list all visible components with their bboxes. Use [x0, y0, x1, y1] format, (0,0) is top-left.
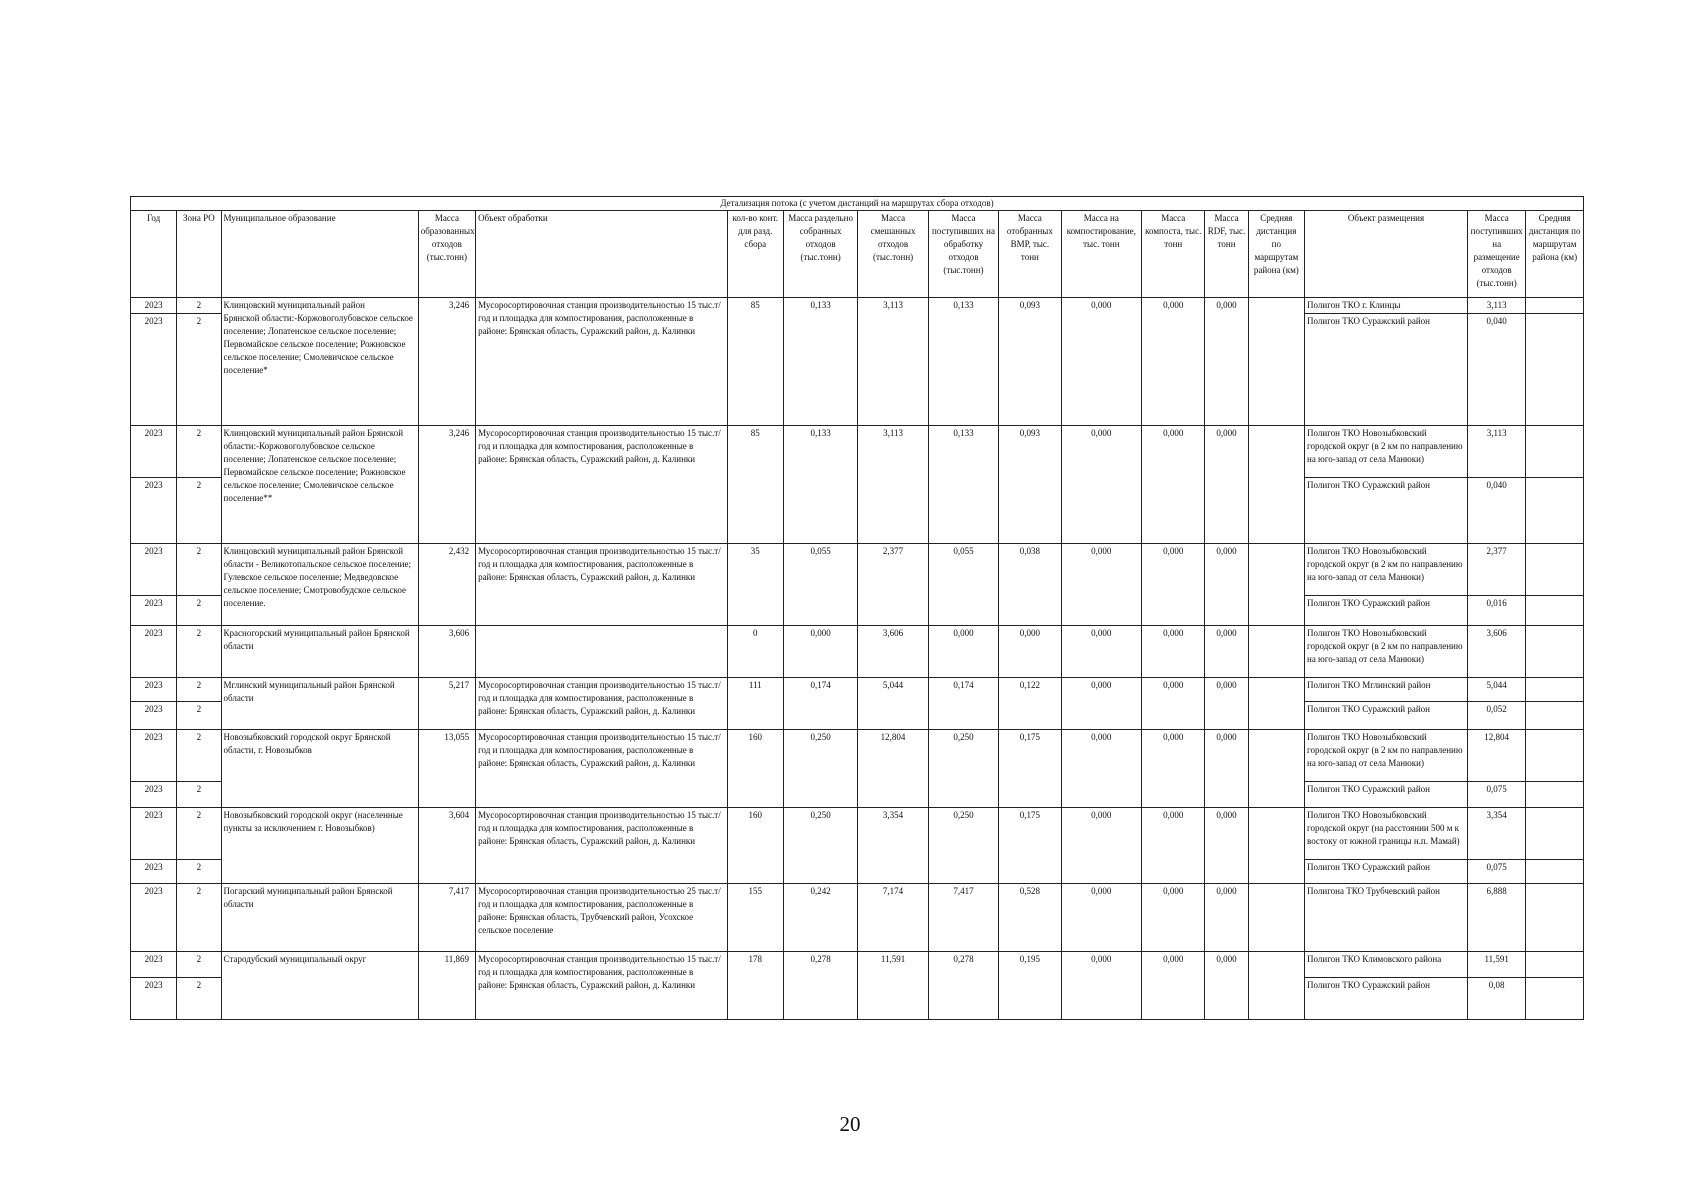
cell-year: 2023 [131, 808, 177, 860]
header-year: Год [131, 211, 177, 298]
cell-containers: 160 [727, 808, 783, 884]
cell-mass-to-placement: 3,113 [1467, 426, 1525, 478]
cell-mass-compost: 0,000 [1142, 678, 1205, 730]
cell-zone: 2 [177, 544, 221, 596]
cell-avg-distance-routes [1248, 298, 1304, 426]
cell-mass-vmr: 0,528 [999, 884, 1061, 952]
cell-mass-to-processing: 0,133 [928, 298, 998, 426]
cell-avg-distance-district [1526, 978, 1584, 1020]
cell-municipality: Клинцовский муниципальный район Брянской области - Великотопальское сельское поселение; Гулевское сельское поселение; Медведовское сельское поселение; Смотровобудское сельское поселение. [221, 544, 418, 626]
table-row [131, 626, 1584, 678]
cell-mass-rdf: 0,000 [1205, 426, 1248, 544]
cell-mass-mixed: 3,113 [858, 426, 928, 544]
cell-mass-to-processing: 7,417 [928, 884, 998, 952]
cell-avg-distance-routes [1248, 544, 1304, 626]
cell-mass-compost: 0,000 [1142, 544, 1205, 626]
cell-municipality: Новозыбковский городской округ (населенные пункты за исключением г. Новозыбков) [221, 808, 418, 884]
page-number: 20 [839, 1112, 861, 1136]
table-row [131, 544, 1584, 596]
cell-mass-separate: 0,174 [783, 678, 857, 730]
cell-mass-rdf: 0,000 [1205, 626, 1248, 678]
cell-avg-distance-district [1526, 478, 1584, 544]
cell-zone: 2 [177, 782, 221, 808]
table-row [131, 426, 1584, 478]
cell-mass-composting: 0,000 [1061, 626, 1141, 678]
cell-mass-to-placement: 3,354 [1467, 808, 1525, 860]
cell-mass-formed: 7,417 [418, 884, 475, 952]
cell-mass-to-processing: 0,000 [928, 626, 998, 678]
cell-zone: 2 [177, 626, 221, 678]
table-row [131, 730, 1584, 782]
cell-mass-rdf: 0,000 [1205, 730, 1248, 808]
table-row [131, 808, 1584, 860]
cell-avg-distance-routes [1248, 426, 1304, 544]
cell-municipality: Клинцовский муниципальный район Брянской области:-Коржовоголубовское сельское поселение; Лопатенское сельское поселение; Первомайское сельское поселение; Рожновское сельское поселение; Смолевичское сельское поселение** [221, 426, 418, 544]
table-row [131, 884, 1584, 952]
cell-mass-separate: 0,133 [783, 426, 857, 544]
cell-mass-separate: 0,278 [783, 952, 857, 1020]
cell-mass-vmr: 0,000 [999, 626, 1061, 678]
cell-avg-distance-district [1526, 808, 1584, 860]
cell-year: 2023 [131, 298, 177, 314]
cell-zone: 2 [177, 952, 221, 978]
header-mass-mixed: Масса смешанных отходов (тыс.тонн) [858, 211, 928, 298]
cell-mass-compost: 0,000 [1142, 808, 1205, 884]
cell-mass-compost: 0,000 [1142, 426, 1205, 544]
cell-avg-distance-routes [1248, 952, 1304, 1020]
cell-mass-composting: 0,000 [1061, 952, 1141, 1020]
cell-mass-to-placement: 0,040 [1467, 478, 1525, 544]
cell-mass-formed: 3,606 [418, 626, 475, 678]
cell-zone: 2 [177, 596, 221, 626]
cell-year: 2023 [131, 426, 177, 478]
cell-processing-object: Мусоросортировочная станция производительностью 15 тыс.т/год и площадка для компостирования, расположенные в районе: Брянская область, Суражский район, д. Калинки [476, 730, 728, 808]
cell-year: 2023 [131, 978, 177, 1020]
header-mass-formed: Масса образованных отходов (тыс.тонн) [418, 211, 475, 298]
table-row [131, 298, 1584, 314]
cell-placement-object: Полигон ТКО Суражский район [1305, 478, 1468, 544]
cell-mass-mixed: 12,804 [858, 730, 928, 808]
cell-containers: 0 [727, 626, 783, 678]
cell-mass-mixed: 3,354 [858, 808, 928, 884]
cell-zone: 2 [177, 478, 221, 544]
cell-placement-object: Полигон ТКО Суражский район [1305, 782, 1468, 808]
cell-placement-object: Полигон ТКО Суражский район [1305, 860, 1468, 884]
cell-mass-compost: 0,000 [1142, 730, 1205, 808]
cell-mass-compost: 0,000 [1142, 884, 1205, 952]
cell-mass-formed: 3,246 [418, 426, 475, 544]
cell-mass-to-placement: 11,591 [1467, 952, 1525, 978]
cell-mass-vmr: 0,093 [999, 298, 1061, 426]
cell-placement-object: Полигон ТКО Новозыбковский городской округ (в 2 км по направлению на юго-запад от села Манюки) [1305, 730, 1468, 782]
header-mass-rdf: Масса RDF, тыс. тонн [1205, 211, 1248, 298]
cell-placement-object: Полигон ТКО Суражский район [1305, 978, 1468, 1020]
cell-mass-to-placement: 12,804 [1467, 730, 1525, 782]
cell-zone: 2 [177, 860, 221, 884]
cell-mass-composting: 0,000 [1061, 544, 1141, 626]
cell-year: 2023 [131, 860, 177, 884]
cell-processing-object: Мусоросортировочная станция производительностью 15 тыс.т/год и площадка для компостирования, расположенные в районе: Брянская область, Суражский район, д. Калинки [476, 298, 728, 426]
cell-placement-object: Полигон ТКО Новозыбковский городской округ (в 2 км по направлению на юго-запад от села Манюки) [1305, 626, 1468, 678]
cell-mass-to-placement: 0,075 [1467, 782, 1525, 808]
cell-mass-composting: 0,000 [1061, 678, 1141, 730]
cell-processing-object [476, 626, 728, 678]
cell-mass-to-placement: 5,044 [1467, 678, 1525, 702]
cell-mass-to-placement: 3,606 [1467, 626, 1525, 678]
cell-mass-formed: 13,055 [418, 730, 475, 808]
cell-mass-mixed: 5,044 [858, 678, 928, 730]
cell-placement-object: Полигон ТКО Суражский район [1305, 596, 1468, 626]
cell-mass-composting: 0,000 [1061, 884, 1141, 952]
cell-mass-mixed: 11,591 [858, 952, 928, 1020]
cell-mass-formed: 3,604 [418, 808, 475, 884]
cell-containers: 35 [727, 544, 783, 626]
header-row [131, 211, 1584, 298]
cell-mass-separate: 0,055 [783, 544, 857, 626]
cell-year: 2023 [131, 478, 177, 544]
header-mass-to-placement: Масса поступивших на размещение отходов (тыс.тонн) [1467, 211, 1525, 298]
cell-year: 2023 [131, 596, 177, 626]
table-body [131, 298, 1584, 1020]
cell-mass-composting: 0,000 [1061, 808, 1141, 884]
cell-mass-mixed: 7,174 [858, 884, 928, 952]
header-mass-composting: Масса на компостирование, тыс. тонн [1061, 211, 1141, 298]
cell-containers: 178 [727, 952, 783, 1020]
cell-placement-object: Полигон ТКО Суражский район [1305, 702, 1468, 730]
cell-avg-distance-routes [1248, 678, 1304, 730]
cell-municipality: Новозыбковский городской округ Брянской области, г. Новозыбков [221, 730, 418, 808]
cell-processing-object: Мусоросортировочная станция производительностью 15 тыс.т/год и площадка для компостирования, расположенные в районе: Брянская область, Суражский район, д. Калинки [476, 808, 728, 884]
cell-mass-to-placement: 0,08 [1467, 978, 1525, 1020]
cell-mass-to-processing: 0,133 [928, 426, 998, 544]
cell-placement-object: Полигон ТКО Новозыбковский городской округ (на расстоянии 500 м к востоку от южной границы н.п. Мамай) [1305, 808, 1468, 860]
cell-avg-distance-district [1526, 730, 1584, 782]
cell-avg-distance-district [1526, 314, 1584, 426]
cell-mass-vmr: 0,038 [999, 544, 1061, 626]
cell-mass-to-placement: 0,075 [1467, 860, 1525, 884]
cell-avg-distance-district [1526, 884, 1584, 952]
cell-avg-distance-district [1526, 782, 1584, 808]
cell-avg-distance-routes [1248, 884, 1304, 952]
cell-mass-rdf: 0,000 [1205, 678, 1248, 730]
cell-mass-compost: 0,000 [1142, 626, 1205, 678]
header-mass-vmr: Масса отобранных ВМР, тыс. тонн [999, 211, 1061, 298]
cell-mass-formed: 5,217 [418, 678, 475, 730]
cell-processing-object: Мусоросортировочная станция производительностью 15 тыс.т/год и площадка для компостирования, расположенные в районе: Брянская область, Суражский район, д. Калинки [476, 544, 728, 626]
cell-avg-distance-district [1526, 702, 1584, 730]
cell-mass-to-placement: 0,016 [1467, 596, 1525, 626]
cell-placement-object: Полигон ТКО Новозыбковский городской округ (в 2 км по направлению на юго-запад от села Манюки) [1305, 426, 1468, 478]
cell-processing-object: Мусоросортировочная станция производительностью 15 тыс.т/год и площадка для компостирования, расположенные в районе: Брянская область, Суражский район, д. Калинки [476, 678, 728, 730]
cell-mass-composting: 0,000 [1061, 730, 1141, 808]
cell-zone: 2 [177, 298, 221, 314]
cell-placement-object: Полигона ТКО Трубчевский район [1305, 884, 1468, 952]
cell-containers: 155 [727, 884, 783, 952]
cell-mass-rdf: 0,000 [1205, 952, 1248, 1020]
cell-year: 2023 [131, 544, 177, 596]
cell-mass-separate: 0,133 [783, 298, 857, 426]
cell-municipality: Красногорский муниципальный район Брянской области [221, 626, 418, 678]
cell-mass-separate: 0,250 [783, 808, 857, 884]
waste-flow-table [130, 196, 1584, 1020]
cell-mass-separate: 0,242 [783, 884, 857, 952]
cell-placement-object: Полигон ТКО Суражский район [1305, 314, 1468, 426]
cell-mass-mixed: 3,606 [858, 626, 928, 678]
cell-mass-mixed: 3,113 [858, 298, 928, 426]
cell-placement-object: Полигон ТКО Климовского района [1305, 952, 1468, 978]
cell-zone: 2 [177, 426, 221, 478]
cell-year: 2023 [131, 702, 177, 730]
cell-mass-compost: 0,000 [1142, 952, 1205, 1020]
cell-avg-distance-district [1526, 626, 1584, 678]
cell-avg-distance-district [1526, 298, 1584, 314]
header-processing-object: Объект обработки [476, 211, 728, 298]
cell-avg-distance-district [1526, 596, 1584, 626]
cell-mass-to-processing: 0,055 [928, 544, 998, 626]
cell-avg-distance-district [1526, 952, 1584, 978]
municipality-name: Клинцовский муниципальный район [223, 300, 365, 310]
header-mass-compost: Масса компоста, тыс. тонн [1142, 211, 1205, 298]
cell-year: 2023 [131, 314, 177, 426]
cell-mass-mixed: 2,377 [858, 544, 928, 626]
cell-year: 2023 [131, 626, 177, 678]
header-zone: Зона РО [177, 211, 221, 298]
cell-avg-distance-routes [1248, 626, 1304, 678]
cell-mass-rdf: 0,000 [1205, 884, 1248, 952]
municipality-detail: Брянской области:-Коржовоголубовское сельское поселение; Лопатенское сельское поселение; Первомайское сельское поселение; Рожновское сельское поселение; Смолевичское сельское поселение* [223, 313, 413, 375]
cell-mass-to-placement: 0,052 [1467, 702, 1525, 730]
cell-mass-formed: 2,432 [418, 544, 475, 626]
cell-mass-composting: 0,000 [1061, 426, 1141, 544]
cell-mass-to-processing: 0,250 [928, 808, 998, 884]
cell-avg-distance-routes [1248, 730, 1304, 808]
cell-zone: 2 [177, 978, 221, 1020]
cell-containers: 85 [727, 298, 783, 426]
cell-avg-distance-district [1526, 678, 1584, 702]
cell-mass-rdf: 0,000 [1205, 544, 1248, 626]
header-avg-distance-district: Средняя дистанция по маршрутам района (км) [1526, 211, 1584, 298]
header-mass-separate: Масса раздельно собранных отходов (тыс.тонн) [783, 211, 857, 298]
header-containers: кол-во конт. для разд. сбора [727, 211, 783, 298]
cell-processing-object: Мусоросортировочная станция производительностью 15 тыс.т/год и площадка для компостирования, расположенные в районе: Брянская область, Суражский район, д. Калинки [476, 426, 728, 544]
cell-zone: 2 [177, 314, 221, 426]
header-avg-distance-routes: Средняя дистанция по маршрутам района (км) [1248, 211, 1304, 298]
cell-mass-separate: 0,250 [783, 730, 857, 808]
cell-mass-to-processing: 0,278 [928, 952, 998, 1020]
cell-containers: 160 [727, 730, 783, 808]
cell-mass-composting: 0,000 [1061, 298, 1141, 426]
cell-avg-distance-routes [1248, 808, 1304, 884]
cell-placement-object: Полигон ТКО Новозыбковский городской округ (в 2 км по направлению на юго-запад от села Манюки) [1305, 544, 1468, 596]
table-row [131, 678, 1584, 702]
cell-mass-to-processing: 0,250 [928, 730, 998, 808]
cell-mass-to-placement: 0,040 [1467, 314, 1525, 426]
cell-year: 2023 [131, 884, 177, 952]
cell-placement-object: Полигон ТКО г. Клинцы [1305, 298, 1468, 314]
cell-year: 2023 [131, 730, 177, 782]
cell-municipality: Стародубский муниципальный округ [221, 952, 418, 1020]
cell-mass-to-placement: 6,888 [1467, 884, 1525, 952]
cell-municipality [221, 298, 418, 426]
header-municipality: Муниципальное образование [221, 211, 418, 298]
cell-mass-to-processing: 0,174 [928, 678, 998, 730]
cell-avg-distance-district [1526, 544, 1584, 596]
cell-mass-separate: 0,000 [783, 626, 857, 678]
cell-municipality: Погарский муниципальный район Брянской области [221, 884, 418, 952]
cell-avg-distance-district [1526, 860, 1584, 884]
cell-mass-vmr: 0,093 [999, 426, 1061, 544]
cell-mass-rdf: 0,000 [1205, 808, 1248, 884]
cell-mass-to-placement: 2,377 [1467, 544, 1525, 596]
cell-year: 2023 [131, 678, 177, 702]
cell-containers: 85 [727, 426, 783, 544]
cell-mass-to-placement: 3,113 [1467, 298, 1525, 314]
cell-mass-formed: 3,246 [418, 298, 475, 426]
cell-municipality: Мглинский муниципальный район Брянской области [221, 678, 418, 730]
cell-containers: 111 [727, 678, 783, 730]
cell-zone: 2 [177, 702, 221, 730]
cell-placement-object: Полигон ТКО Мглинский район [1305, 678, 1468, 702]
cell-mass-rdf: 0,000 [1205, 298, 1248, 426]
cell-mass-compost: 0,000 [1142, 298, 1205, 426]
cell-zone: 2 [177, 678, 221, 702]
cell-year: 2023 [131, 782, 177, 808]
header-mass-to-processing: Масса поступивших на обработку отходов (тыс.тонн) [928, 211, 998, 298]
cell-mass-vmr: 0,175 [999, 730, 1061, 808]
cell-zone: 2 [177, 884, 221, 952]
cell-processing-object: Мусоросортировочная станция производительностью 25 тыс.т/год и площадка для компостирования, расположенные в районе: Брянская область, Трубчевский район, Усохское сельское поселение [476, 884, 728, 952]
cell-processing-object: Мусоросортировочная станция производительностью 15 тыс.т/год и площадка для компостирования, расположенные в районе: Брянская область, Суражский район, д. Калинки [476, 952, 728, 1020]
cell-zone: 2 [177, 808, 221, 860]
cell-avg-distance-district [1526, 426, 1584, 478]
cell-mass-vmr: 0,122 [999, 678, 1061, 730]
table-caption: Детализация потока (с учетом дистанций на маршрутах сбора отходов) [131, 197, 1584, 211]
cell-zone: 2 [177, 730, 221, 782]
header-placement-object: Объект размещения [1305, 211, 1468, 298]
cell-year: 2023 [131, 952, 177, 978]
cell-mass-formed: 11,869 [418, 952, 475, 1020]
table-row [131, 952, 1584, 978]
cell-mass-vmr: 0,195 [999, 952, 1061, 1020]
cell-mass-vmr: 0,175 [999, 808, 1061, 884]
